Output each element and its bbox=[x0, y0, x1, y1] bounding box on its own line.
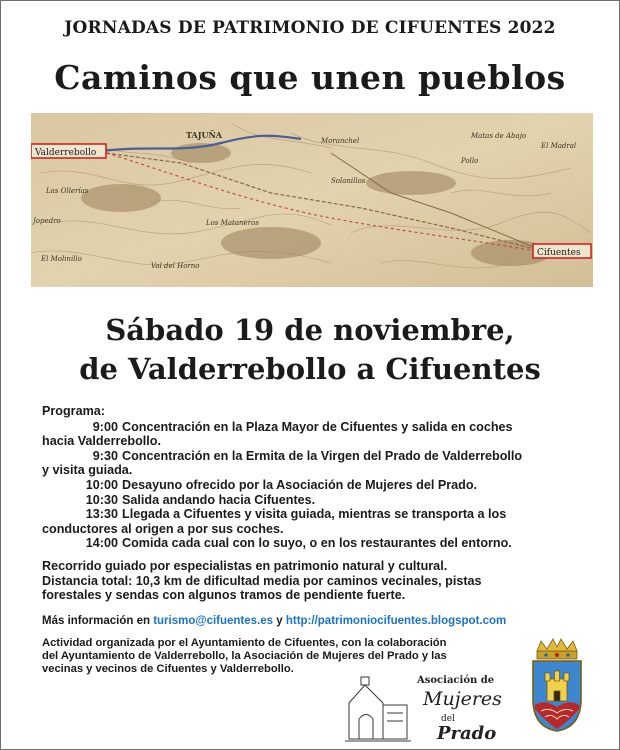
program-time: 14:00 bbox=[85, 536, 118, 551]
credits-line: vecinas y vecinos de Cifuentes y Valderrebollo. bbox=[42, 663, 294, 676]
hermitage-drawing-icon bbox=[345, 677, 411, 741]
program-item bbox=[42, 449, 602, 464]
event-date: Sábado 19 de noviembre, bbox=[105, 313, 515, 347]
summary-line: Distancia total: 10,3 km de dificultad media por caminos vecinales, pistas bbox=[42, 573, 482, 588]
program-text: Concentración en la Ermita de la Virgen del Prado de Valderrebollo bbox=[122, 448, 523, 463]
program-text: Llegada a Cifuentes y visita guiada, mientras se transporta a los bbox=[122, 507, 507, 522]
program-text: Comida cada cual con lo suyo, o en los restaurantes del entorno. bbox=[122, 536, 512, 551]
place-label: Los Mataneros bbox=[206, 219, 259, 227]
program-text-continued: conductores al origen a por sus coches. bbox=[42, 521, 284, 536]
credits-line: del Ayuntamiento de Valderrebollo, la Asociación de Mujeres del Prado y las bbox=[42, 650, 447, 663]
info-prefix: Más información en bbox=[42, 615, 154, 627]
logo-text: Mujeres bbox=[423, 688, 502, 710]
summary-line: forestales y sendas con algunos tramos de pendiente fuerte. bbox=[42, 588, 406, 603]
place-label: Las Ollerías bbox=[46, 187, 89, 195]
program-text-continued: y visita guiada. bbox=[42, 463, 133, 478]
program-item bbox=[42, 507, 602, 522]
program-text: Concentración en la Plaza Mayor de Cifuentes y salida en coches bbox=[122, 419, 513, 434]
asociacion-mujeres-del-prado-logo bbox=[345, 665, 505, 743]
event-series-title: JORNADAS DE PATRIMONIO DE CIFUENTES 2022 bbox=[64, 18, 556, 38]
place-label: Pollo bbox=[461, 157, 479, 165]
program-text: Salida andando hacia Cifuentes. bbox=[122, 492, 316, 507]
blog-link[interactable]: http://patrimoniocifuentes.blogspot.com bbox=[285, 615, 507, 627]
poster-subtitle: Caminos que unen pueblos bbox=[54, 58, 566, 97]
cifuentes-coat-of-arms-icon bbox=[527, 637, 587, 733]
program-time: 9:00 bbox=[92, 419, 118, 434]
logo-text: Asociación de bbox=[417, 675, 495, 686]
place-label: El Madral bbox=[541, 142, 577, 150]
program-time: 10:00 bbox=[85, 477, 118, 492]
logo-text: Prado bbox=[437, 723, 497, 743]
program-time: 10:30 bbox=[85, 492, 118, 507]
route-map bbox=[31, 113, 593, 287]
summary-line: Recorrido guiado por especialistas en patrimonio natural y cultural. bbox=[42, 559, 448, 573]
place-label: El Molinillo bbox=[41, 255, 82, 263]
crown-icon bbox=[537, 639, 577, 659]
credits-line: Actividad organizada por el Ayuntamiento de Cifuentes, con la colaboración bbox=[42, 637, 447, 649]
program-section bbox=[42, 404, 602, 551]
destination-label: Cifuentes bbox=[537, 248, 581, 258]
email-link[interactable]: turismo@cifuentes.es bbox=[153, 615, 274, 627]
more-info bbox=[42, 614, 602, 629]
river-label: TAJUÑA bbox=[186, 130, 223, 140]
place-label: Val del Horno bbox=[151, 262, 200, 270]
program-item bbox=[42, 420, 602, 435]
program-item bbox=[42, 536, 602, 551]
event-route: de Valderrebollo a Cifuentes bbox=[79, 352, 541, 386]
program-time: 9:30 bbox=[92, 448, 118, 463]
logo-text: del bbox=[441, 714, 455, 724]
program-text: Desayuno ofrecido por la Asociación de Mujeres del Prado. bbox=[122, 477, 478, 492]
castle-icon bbox=[545, 671, 569, 701]
program-time: 13:30 bbox=[85, 507, 118, 522]
place-label: Jopedro bbox=[33, 217, 61, 225]
route-summary bbox=[42, 559, 602, 603]
program-text-continued: hacia Valderrebollo. bbox=[42, 434, 161, 449]
origin-label: Valderrebollo bbox=[35, 148, 97, 158]
program-title: Programa: bbox=[42, 404, 105, 418]
info-conjunction: y bbox=[273, 615, 286, 627]
place-label: Solanillos bbox=[331, 177, 366, 185]
place-label: Matas de Abajo bbox=[471, 132, 527, 140]
place-label: Moranchel bbox=[321, 137, 360, 145]
program-item bbox=[42, 478, 602, 493]
program-item bbox=[42, 493, 602, 508]
